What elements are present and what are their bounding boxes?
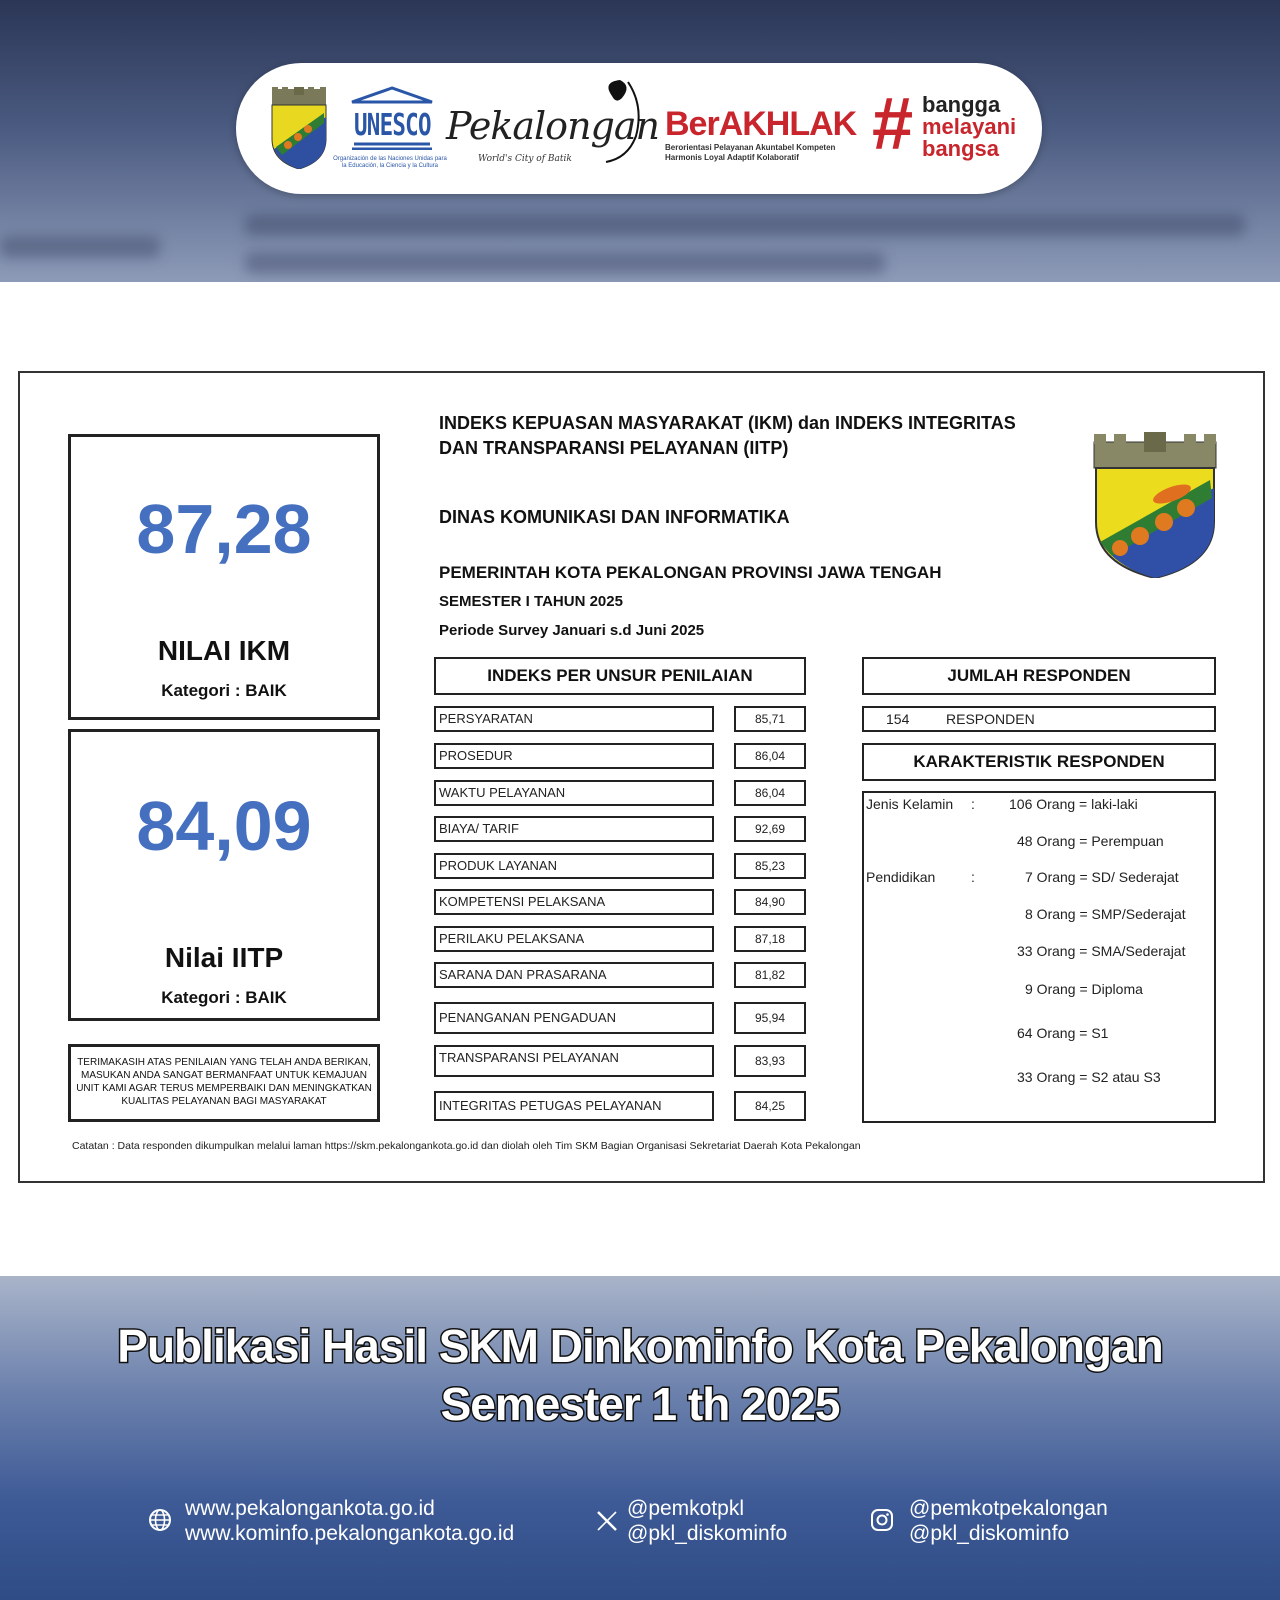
- semester-label: SEMESTER I TAHUN 2025: [439, 593, 623, 610]
- instagram-handle[interactable]: @pkl_diskominfo: [909, 1522, 1070, 1545]
- website-link[interactable]: www.kominfo.pekalongankota.go.id: [185, 1522, 515, 1545]
- tagline-line: melayani: [922, 114, 1017, 139]
- publication-title-line: Semester 1 th 2025: [440, 1378, 840, 1430]
- karakteristik-row: 106 Orang = laki-laki: [1009, 796, 1138, 812]
- karakteristik-header: KARAKTERISTIK RESPONDEN: [862, 743, 1216, 781]
- responden-count-row: [862, 706, 1216, 732]
- unsur-label: SARANA DAN PRASARANA: [434, 962, 714, 988]
- unsur-value: 92,69: [734, 816, 806, 842]
- iitp-label: Nilai IITP: [164, 942, 284, 973]
- survey-period: Periode Survey Januari s.d Juni 2025: [439, 622, 705, 639]
- unesco-wordmark: UNESCO: [354, 108, 431, 143]
- karakteristik-row: 9 Orang = Diploma: [1025, 981, 1143, 997]
- unsur-value: 86,04: [734, 743, 806, 769]
- unsur-label: TRANSPARANSI PELAYANAN: [434, 1045, 714, 1077]
- responden-unit: RESPONDEN: [946, 711, 1035, 727]
- iitp-score-card: [68, 729, 380, 1021]
- publication-title: [0, 1317, 1280, 1433]
- government-name: PEMERINTAH KOTA PEKALONGAN PROVINSI JAWA TENGAH: [439, 563, 942, 582]
- unsur-value: 84,25: [734, 1091, 806, 1121]
- unsur-label: PROSEDUR: [434, 743, 714, 769]
- batik-flower-icon: [592, 76, 648, 166]
- pekalongan-subtitle: World's City of Batik: [478, 154, 572, 164]
- city-crest-icon: [1090, 432, 1220, 578]
- agency-name: DINAS KOMUNIKASI DAN INFORMATIKA: [439, 507, 790, 527]
- ikm-value: 87,28: [136, 490, 312, 568]
- unsur-label: WAKTU PELAYANAN: [434, 780, 714, 806]
- unsur-value: 85,23: [734, 853, 806, 879]
- instagram-handle[interactable]: @pemkotpekalongan: [909, 1497, 1108, 1520]
- sheet-title-2: DAN TRANSPARANSI PELAYANAN (IITP): [439, 438, 789, 458]
- unsur-header: INDEKS PER UNSUR PENILAIAN: [434, 657, 806, 695]
- iitp-category: Kategori : BAIK: [161, 988, 287, 1007]
- unsur-value: 83,93: [734, 1045, 806, 1077]
- ikm-label: NILAI IKM: [157, 635, 291, 666]
- ikm-score-card: [68, 434, 380, 720]
- thanks-note: TERIMAKASIH ATAS PENILAIAN YANG TELAH ANDA BERIKAN, MASUKAN ANDA SANGAT BERMANFAAT UNTUK KEMAJUAN UNIT KAMI AGAR TERUS MEMPERBAIKI DAN MENINGKATKAN KUALITAS PELAYANAN BAGI MASYARAKAT: [68, 1044, 380, 1122]
- unsur-label: BIAYA/ TARIF: [434, 816, 714, 842]
- unesco-subtitle: Organización de las Naciones Unidas para la Educación, la Ciencia y la Cultura: [333, 156, 447, 169]
- instagram-icon: [870, 1508, 894, 1532]
- karakteristik-row: 33 Orang = S2 atau S3: [1017, 1069, 1161, 1085]
- city-crest-icon: [268, 87, 330, 169]
- gender-colon: :: [971, 796, 975, 812]
- unsur-value: 81,82: [734, 962, 806, 988]
- iitp-value: 84,09: [136, 787, 312, 865]
- instagram-accounts: [909, 1496, 1108, 1546]
- x-accounts: [627, 1496, 787, 1546]
- unsur-label: PERILAKU PELAKSANA: [434, 926, 714, 952]
- berakhlak-wordmark: BerAKHLAK: [665, 105, 857, 143]
- hashtag-icon: #: [872, 82, 914, 165]
- unsur-value: 84,90: [734, 889, 806, 915]
- globe-icon: [148, 1508, 172, 1532]
- x-handle[interactable]: @pkl_diskominfo: [627, 1522, 788, 1545]
- unsur-value: 95,94: [734, 1002, 806, 1034]
- tagline: [922, 94, 1016, 160]
- berakhlak-subtitle-line: Harmonis Loyal Adaptif Kolaboratif: [665, 153, 799, 162]
- unsur-label: INTEGRITAS PETUGAS PELAYANAN: [434, 1091, 714, 1121]
- education-colon: :: [971, 869, 975, 885]
- unsur-label: PENANGANAN PENGADUAN: [434, 1002, 714, 1034]
- unsur-label: PERSYARATAN: [434, 706, 714, 732]
- education-label: Pendidikan: [866, 869, 936, 885]
- unsur-value: 87,18: [734, 926, 806, 952]
- karakteristik-row: 7 Orang = SD/ Sederajat: [1025, 869, 1179, 885]
- karakteristik-row: 48 Orang = Perempuan: [1017, 833, 1164, 849]
- tagline-line: bangsa: [922, 136, 1000, 161]
- tagline-line: bangga: [922, 92, 1001, 117]
- unsur-label: KOMPETENSI PELAKSANA: [434, 889, 714, 915]
- responden-header: JUMLAH RESPONDEN: [862, 657, 1216, 695]
- ikm-category: Kategori : BAIK: [161, 681, 287, 700]
- pekalongan-wordmark: Pekalongan: [446, 104, 659, 148]
- unsur-label: PRODUK LAYANAN: [434, 853, 714, 879]
- x-logo-icon: [596, 1510, 618, 1532]
- karakteristik-row: 33 Orang = SMA/Sederajat: [1017, 943, 1186, 959]
- blurred-text-line: [245, 214, 1245, 236]
- unsur-value: 85,71: [734, 706, 806, 732]
- website-links: [185, 1496, 514, 1546]
- berakhlak-subtitle-line: Berorientasi Pelayanan Akuntabel Kompeten: [665, 143, 836, 152]
- blurred-text-line: [0, 236, 160, 258]
- responden-count: 154: [886, 711, 910, 727]
- blurred-text-line: [245, 252, 885, 274]
- x-handle[interactable]: @pemkotpkl: [627, 1497, 745, 1520]
- berakhlak-subtitle: [665, 143, 835, 163]
- unsur-value: 86,04: [734, 780, 806, 806]
- karakteristik-row: 8 Orang = SMP/Sederajat: [1025, 906, 1186, 922]
- gender-label: Jenis Kelamin: [866, 796, 954, 812]
- data-source-note: Catatan : Data responden dikumpulkan melalui laman https://skm.pekalongankota.go.id dan diolah oleh Tim SKM Bagian Organisasi Sekretariat Daerah Kota Pekalongan: [72, 1140, 861, 1152]
- sheet-title: INDEKS KEPUASAN MASYARAKAT (IKM) dan INDEKS INTEGRITAS: [439, 413, 1016, 433]
- karakteristik-row: 64 Orang = S1: [1017, 1025, 1109, 1041]
- website-link[interactable]: www.pekalongankota.go.id: [185, 1497, 435, 1520]
- publication-title-line: Publikasi Hasil SKM Dinkominfo Kota Pekalongan: [117, 1320, 1163, 1372]
